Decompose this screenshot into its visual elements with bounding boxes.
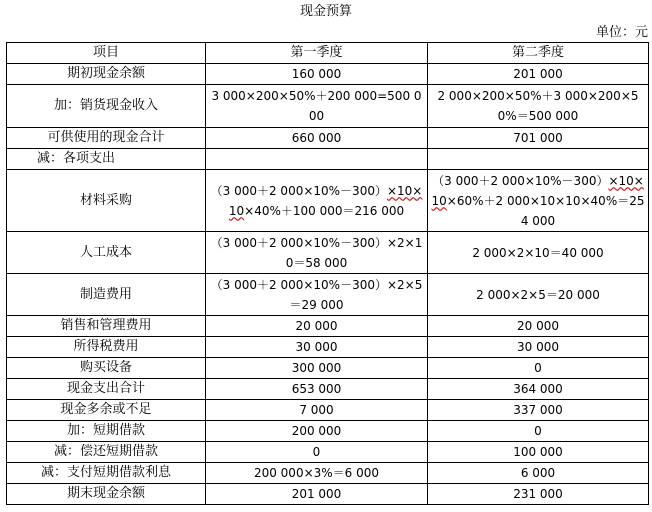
unit-label: 单位：元 bbox=[595, 25, 648, 40]
table-row bbox=[7, 274, 649, 316]
table-row bbox=[7, 85, 649, 128]
row-q2-value: 701 000 bbox=[428, 128, 649, 149]
row-q2-value: 6 000 bbox=[428, 463, 649, 484]
row-q1-value bbox=[206, 170, 428, 232]
row-q1-value: 30 000 bbox=[206, 337, 428, 358]
row-q2-value: 0 bbox=[428, 358, 649, 379]
row-q1-value: 20 000 bbox=[206, 316, 428, 337]
row-label: 期初现金余额 bbox=[7, 64, 206, 85]
q1-formula-part-b: ×10×10 bbox=[228, 183, 423, 218]
row-label: 减：支付短期借款利息 bbox=[7, 463, 206, 484]
row-q1-value: 200 000×3%＝6 000 bbox=[206, 463, 428, 484]
row-label: 加：短期借款 bbox=[7, 421, 206, 442]
row-q1-value: 0 bbox=[206, 442, 428, 463]
row-label: 购买设备 bbox=[7, 358, 206, 379]
row-q2-value bbox=[428, 170, 649, 232]
row-q1-value: （3 000＋2 000×10%－300）×2×10＝58 000 bbox=[206, 232, 428, 274]
row-label: 现金多余或不足 bbox=[7, 400, 206, 421]
row-q1-value: 653 000 bbox=[206, 379, 428, 400]
table-row bbox=[7, 232, 649, 274]
table-header-row bbox=[7, 43, 649, 64]
q2-formula-part-a: （3 000＋2 000×10%－300） bbox=[432, 173, 609, 188]
row-label: 材料采购 bbox=[7, 170, 206, 232]
row-q2-value: 30 000 bbox=[428, 337, 649, 358]
row-q2-value: 100 000 bbox=[428, 442, 649, 463]
row-q1-value: （3 000＋2 000×10%－300）×2×5＝29 000 bbox=[206, 274, 428, 316]
row-q1-value: 300 000 bbox=[206, 358, 428, 379]
row-label: 销售和管理费用 bbox=[7, 316, 206, 337]
row-q2-value: 2 000×2×10＝40 000 bbox=[428, 232, 649, 274]
row-q1-value bbox=[206, 149, 428, 170]
row-q2-value: 20 000 bbox=[428, 316, 649, 337]
row-q2-value: 2 000×2×5＝20 000 bbox=[428, 274, 649, 316]
row-q2-value bbox=[428, 149, 649, 170]
q1-formula-part-a: （3 000＋2 000×10%－300） bbox=[210, 183, 387, 198]
table-row bbox=[7, 400, 649, 421]
row-q1-value: 201 000 bbox=[206, 484, 428, 505]
row-q1-value: 3 000×200×50%＋200 000=500 000 bbox=[206, 85, 428, 128]
row-label: 现金支出合计 bbox=[7, 379, 206, 400]
row-q1-value: 200 000 bbox=[206, 421, 428, 442]
row-label: 期末现金余额 bbox=[7, 484, 206, 505]
row-label: 所得税费用 bbox=[7, 337, 206, 358]
row-q2-value: 0 bbox=[428, 421, 649, 442]
row-label: 减：偿还短期借款 bbox=[7, 442, 206, 463]
q2-formula-part-c: ×60%＋2 000×10×10×40%＝254 000 bbox=[446, 193, 645, 228]
table-row bbox=[7, 379, 649, 400]
table-row bbox=[7, 421, 649, 442]
table-row bbox=[7, 358, 649, 379]
row-label: 加：销货现金收入 bbox=[7, 85, 206, 128]
row-q1-value: 7 000 bbox=[206, 400, 428, 421]
row-q1-value: 160 000 bbox=[206, 64, 428, 85]
table-row bbox=[7, 337, 649, 358]
row-label: 可供使用的现金合计 bbox=[7, 128, 206, 149]
cash-budget-table bbox=[6, 42, 649, 505]
header-item: 项目 bbox=[7, 43, 206, 64]
row-q1-value: 660 000 bbox=[206, 128, 428, 149]
table-row bbox=[7, 149, 649, 170]
table-row bbox=[7, 316, 649, 337]
row-label: 制造费用 bbox=[7, 274, 206, 316]
table-row bbox=[7, 442, 649, 463]
table-row bbox=[7, 170, 649, 232]
table-row bbox=[7, 484, 649, 505]
document-title: 现金预算 bbox=[299, 4, 352, 19]
q1-formula-part-c: ×40%＋100 000＝216 000 bbox=[244, 203, 405, 218]
row-q2-value: 201 000 bbox=[428, 64, 649, 85]
row-q2-value: 364 000 bbox=[428, 379, 649, 400]
row-label: 人工成本 bbox=[7, 232, 206, 274]
table-row bbox=[7, 463, 649, 484]
table-row bbox=[7, 128, 649, 149]
row-label: 减：各项支出 bbox=[7, 149, 206, 170]
row-q2-value: 231 000 bbox=[428, 484, 649, 505]
header-q2: 第二季度 bbox=[428, 43, 649, 64]
row-q2-value: 337 000 bbox=[428, 400, 649, 421]
row-q2-value: 2 000×200×50%＋3 000×200×50%＝500 000 bbox=[428, 85, 649, 128]
header-q1: 第一季度 bbox=[206, 43, 428, 64]
table-row bbox=[7, 64, 649, 85]
q2-formula-part-b: ×10×10 bbox=[431, 173, 644, 208]
